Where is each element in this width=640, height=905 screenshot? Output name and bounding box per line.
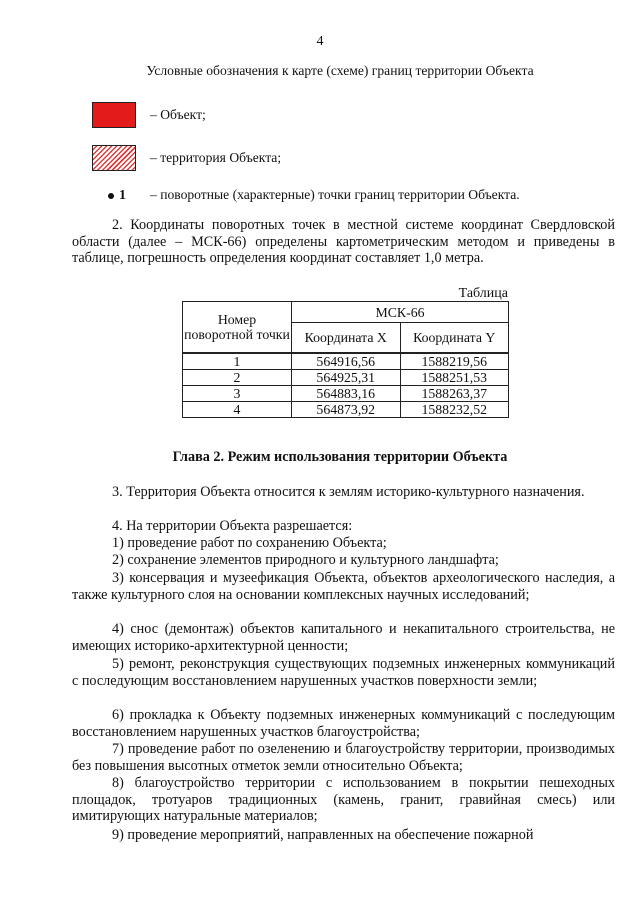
cell-point: 4 xyxy=(183,402,292,418)
legend-item-points xyxy=(108,188,126,204)
header-point-number: Номер поворотной точки xyxy=(183,302,292,354)
header-y: Координата Y xyxy=(400,323,509,353)
page-number: 4 xyxy=(316,34,324,49)
cell-x: 564925,31 xyxy=(292,370,401,386)
cell-y: 1588219,56 xyxy=(400,353,509,370)
cell-y: 1588232,52 xyxy=(400,402,509,418)
table-row xyxy=(183,402,509,418)
legend-label-territory: – территория Объекта; xyxy=(150,150,282,165)
cell-point: 3 xyxy=(183,386,292,402)
table-row xyxy=(183,353,509,370)
table-row xyxy=(183,386,509,402)
list-item-9: 9) проведение мероприятий, направленных на обеспечение пожарной xyxy=(112,827,534,843)
header-system: МСК-66 xyxy=(292,302,509,323)
cell-x: 564873,92 xyxy=(292,402,401,418)
legend-label-object: – Объект; xyxy=(150,107,206,122)
cell-y: 1588251,53 xyxy=(400,370,509,386)
header-x: Координата X xyxy=(292,323,401,353)
paragraph-coordinates: 2. Координаты поворотных точек в местной системе координат Свердловской области (далее – МСК-66) определены картометрическим методом и приведены в таблице, погрешность определения координат составляет 1,0 метра. xyxy=(72,217,615,266)
list-item-4: 4) снос (демонтаж) объектов капитального и некапитального строительства, не имеющих историко-архитектурной ценности; xyxy=(72,621,615,654)
object-swatch-icon xyxy=(92,102,136,128)
cell-x: 564883,16 xyxy=(292,386,401,402)
territory-hatch-swatch-icon xyxy=(92,145,136,171)
point-marker-icon xyxy=(108,193,114,199)
legend-item-territory xyxy=(92,145,282,171)
legend-label-points: – поворотные (характерные) точки границ территории Объекта. xyxy=(150,187,520,202)
cell-y: 1588263,37 xyxy=(400,386,509,402)
legend-item-object xyxy=(92,102,206,128)
paragraph-3: 3. Территория Объекта относится к землям историко-культурного назначения. xyxy=(112,484,585,500)
point-marker-label: 1 xyxy=(119,188,126,203)
table-row xyxy=(183,370,509,386)
paragraph-4: 4. На территории Объекта разрешается: xyxy=(112,518,353,534)
legend-title: Условные обозначения к карте (схеме) границ территории Объекта xyxy=(146,63,534,78)
coordinates-table xyxy=(182,301,509,418)
chapter-title: Глава 2. Режим использования территории Объекта xyxy=(172,449,508,465)
list-item-8: 8) благоустройство территории с использованием в покрытии пешеходных площадок, тротуаров традиционных (камень, гранит, гравийная смесь) или имитирующих натуральные материалов; xyxy=(72,775,615,824)
table-caption: Таблица xyxy=(458,286,508,301)
cell-x: 564916,56 xyxy=(292,353,401,370)
cell-point: 1 xyxy=(183,353,292,370)
list-item-1: 1) проведение работ по сохранению Объекта; xyxy=(112,535,387,551)
list-item-6: 6) прокладка к Объекту подземных инженерных коммуникаций с последующим восстановлением нарушенных участков благоустройства; xyxy=(72,707,615,740)
list-item-2: 2) сохранение элементов природного и культурного ландшафта; xyxy=(112,552,499,568)
list-item-5: 5) ремонт, реконструкция существующих подземных инженерных коммуникаций с последующим восстановлением нарушенных участков поверхности земли; xyxy=(72,656,615,689)
list-item-7: 7) проведение работ по озеленению и благоустройству территории, производимых без повышения высотных отметок земли относительно Объекта; xyxy=(72,741,615,774)
cell-point: 2 xyxy=(183,370,292,386)
list-item-3: 3) консервация и музеефикация Объекта, объектов археологического наследия, а также культурного слоя на основании комплексных научных исследований; xyxy=(72,570,615,603)
